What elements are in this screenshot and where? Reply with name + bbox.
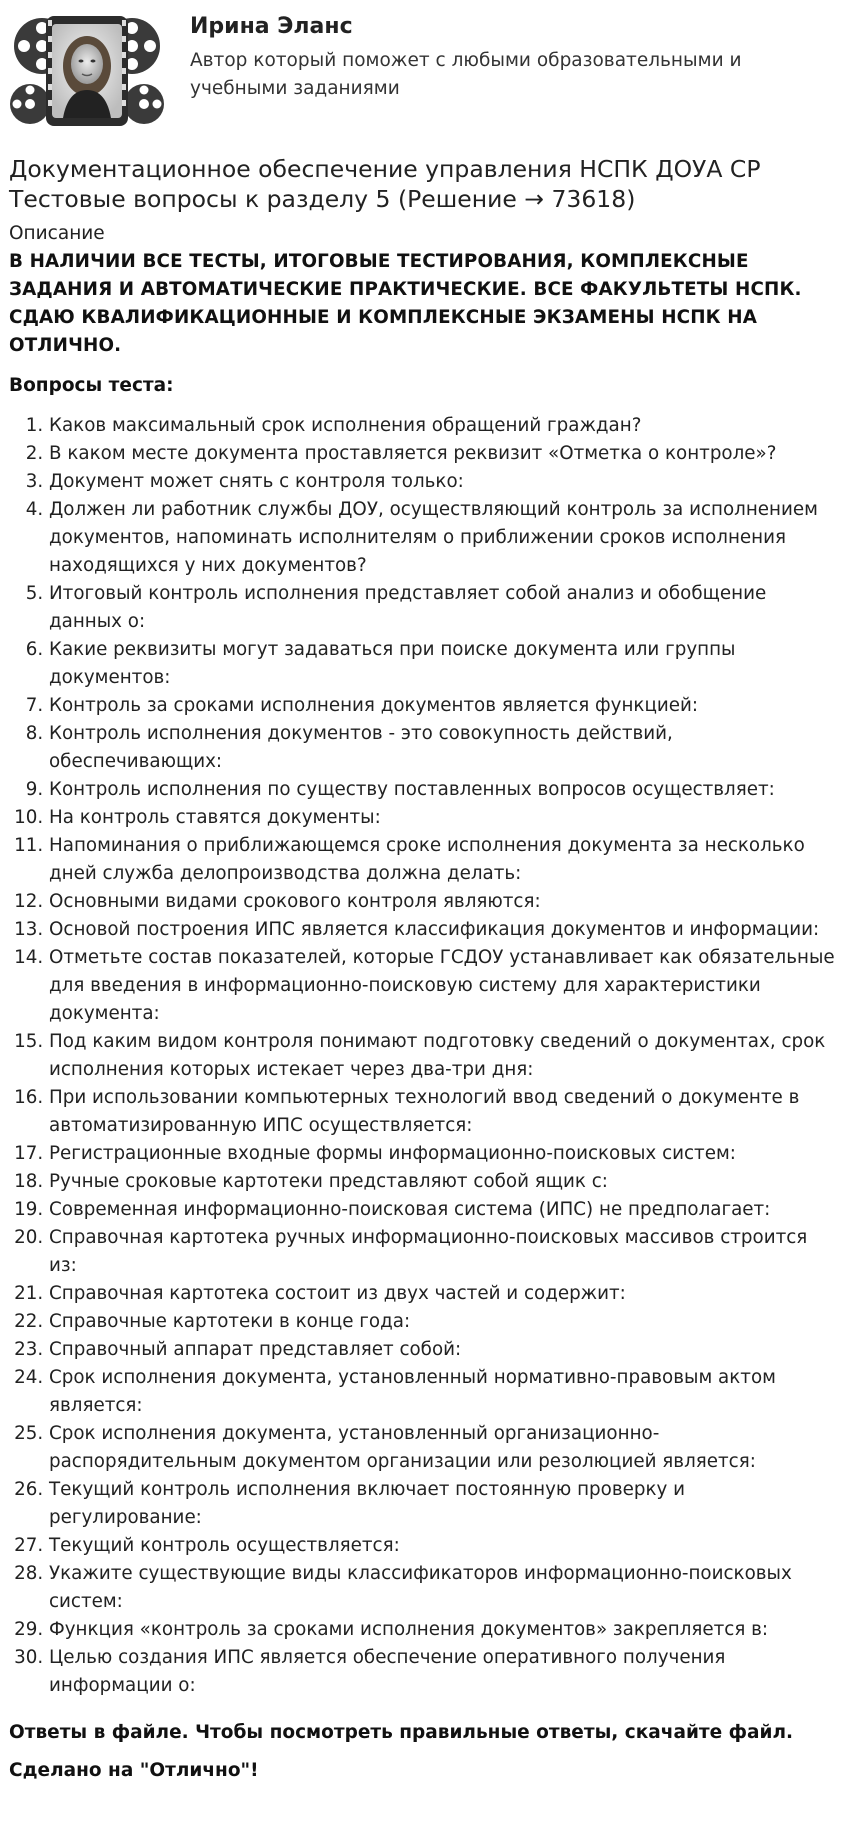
question-item: 17. Регистрационные входные формы информационно-поисковых систем: [49, 1140, 837, 1168]
grade-note: Сделано на "Отлично"! [9, 1760, 259, 1781]
question-item: 20. Справочная картотека ручных информационно-поисковых массивов строится из: [49, 1224, 837, 1280]
author-name[interactable]: Ирина Эланс [190, 14, 353, 39]
author-avatar[interactable] [8, 6, 166, 134]
question-item: 1. Каков максимальный срок исполнения обращений граждан? [49, 412, 837, 440]
question-item: 2. В каком месте документа проставляется реквизит «Отметка о контроле»? [49, 440, 837, 468]
answers-note: Ответы в файле. Чтобы посмотреть правильные ответы, скачайте файл. [9, 1722, 794, 1743]
questions-list [9, 412, 837, 1700]
question-item: 12. Основными видами срокового контроля являются: [49, 888, 837, 916]
description-label: Описание [9, 223, 105, 244]
description-banner: В НАЛИЧИИ ВСЕ ТЕСТЫ, ИТОГОВЫЕ ТЕСТИРОВАНИЯ, КОМПЛЕКСНЫЕ ЗАДАНИЯ И АВТОМАТИЧЕСКИЕ ПРАКТИЧЕСКИЕ. ВСЕ ФАКУЛЬТЕТЫ НСПК. СДАЮ КВАЛИФИКАЦИОННЫЕ И КОМПЛЕКСНЫЕ ЭКЗАМЕНЫ НСПК НА ОТЛИЧНО. [9, 251, 802, 356]
question-item: 6. Какие реквизиты могут задаваться при поиске документа или группы документов: [49, 636, 837, 692]
question-item: 27. Текущий контроль осуществляется: [49, 1532, 837, 1560]
question-item: 13. Основой построения ИПС является классификация документов и информации: [49, 916, 837, 944]
question-item: 15. Под каким видом контроля понимают подготовку сведений о документах, срок исполнения которых истекает через два-три дня: [49, 1028, 837, 1084]
question-item: 22. Справочные картотеки в конце года: [49, 1308, 837, 1336]
question-item: 26. Текущий контроль исполнения включает постоянную проверку и регулирование: [49, 1476, 837, 1532]
question-item: 21. Справочная картотека состоит из двух частей и содержит: [49, 1280, 837, 1308]
author-card [9, 0, 837, 146]
question-item: 24. Срок исполнения документа, установленный нормативно-правовым актом является: [49, 1364, 837, 1420]
question-item: 3. Документ может снять с контроля только: [49, 468, 837, 496]
question-item: 19. Современная информационно-поисковая система (ИПС) не предполагает: [49, 1196, 837, 1224]
author-info [190, 6, 790, 103]
question-item: 29. Функция «контроль за сроками исполнения документов» закрепляется в: [49, 1616, 837, 1644]
question-item: 18. Ручные сроковые картотеки представляют собой ящик с: [49, 1168, 837, 1196]
question-item: 16. При использовании компьютерных технологий ввод сведений о документе в автоматизированную ИПС осуществляется: [49, 1084, 837, 1140]
question-item: 8. Контроль исполнения документов - это совокупность действий, обеспечивающих: [49, 720, 837, 776]
question-item: 7. Контроль за сроками исполнения документов является функцией: [49, 692, 837, 720]
question-item: 23. Справочный аппарат представляет собой: [49, 1336, 837, 1364]
film-reel-avatar-icon [8, 6, 166, 134]
question-item: 5. Итоговый контроль исполнения представляет собой анализ и обобщение данных о: [49, 580, 837, 636]
question-item: 14. Отметьте состав показателей, которые ГСДОУ устанавливает как обязательные для введения в информационно-поисковую систему для характеристики документа: [49, 944, 837, 1028]
question-item: 28. Укажите существующие виды классификаторов информационно-поисковых систем: [49, 1560, 837, 1616]
question-item: 11. Напоминания о приближающемся сроке исполнения документа за несколько дней служба делопроизводства должна делать: [49, 832, 837, 888]
questions-heading: Вопросы теста: [9, 375, 174, 396]
question-item: 10. На контроль ставятся документы: [49, 804, 837, 832]
document-title: Документационное обеспечение управления НСПК ДОУА СР Тестовые вопросы к разделу 5 (Решение → 73618) [9, 155, 761, 213]
question-item: 4. Должен ли работник службы ДОУ, осуществляющий контроль за исполнением документов, напоминать исполнителям о приближении сроков исполнения находящихся у них документов? [49, 496, 837, 580]
question-item: 30. Целью создания ИПС является обеспечение оперативного получения информации о: [49, 1644, 837, 1700]
question-item: 9. Контроль исполнения по существу поставленных вопросов осуществляет: [49, 776, 837, 804]
author-description: Автор который поможет с любыми образовательными и учебными заданиями [190, 50, 742, 99]
question-item: 25. Срок исполнения документа, установленный организационно-распорядительным документом организации или резолюцией является: [49, 1420, 837, 1476]
